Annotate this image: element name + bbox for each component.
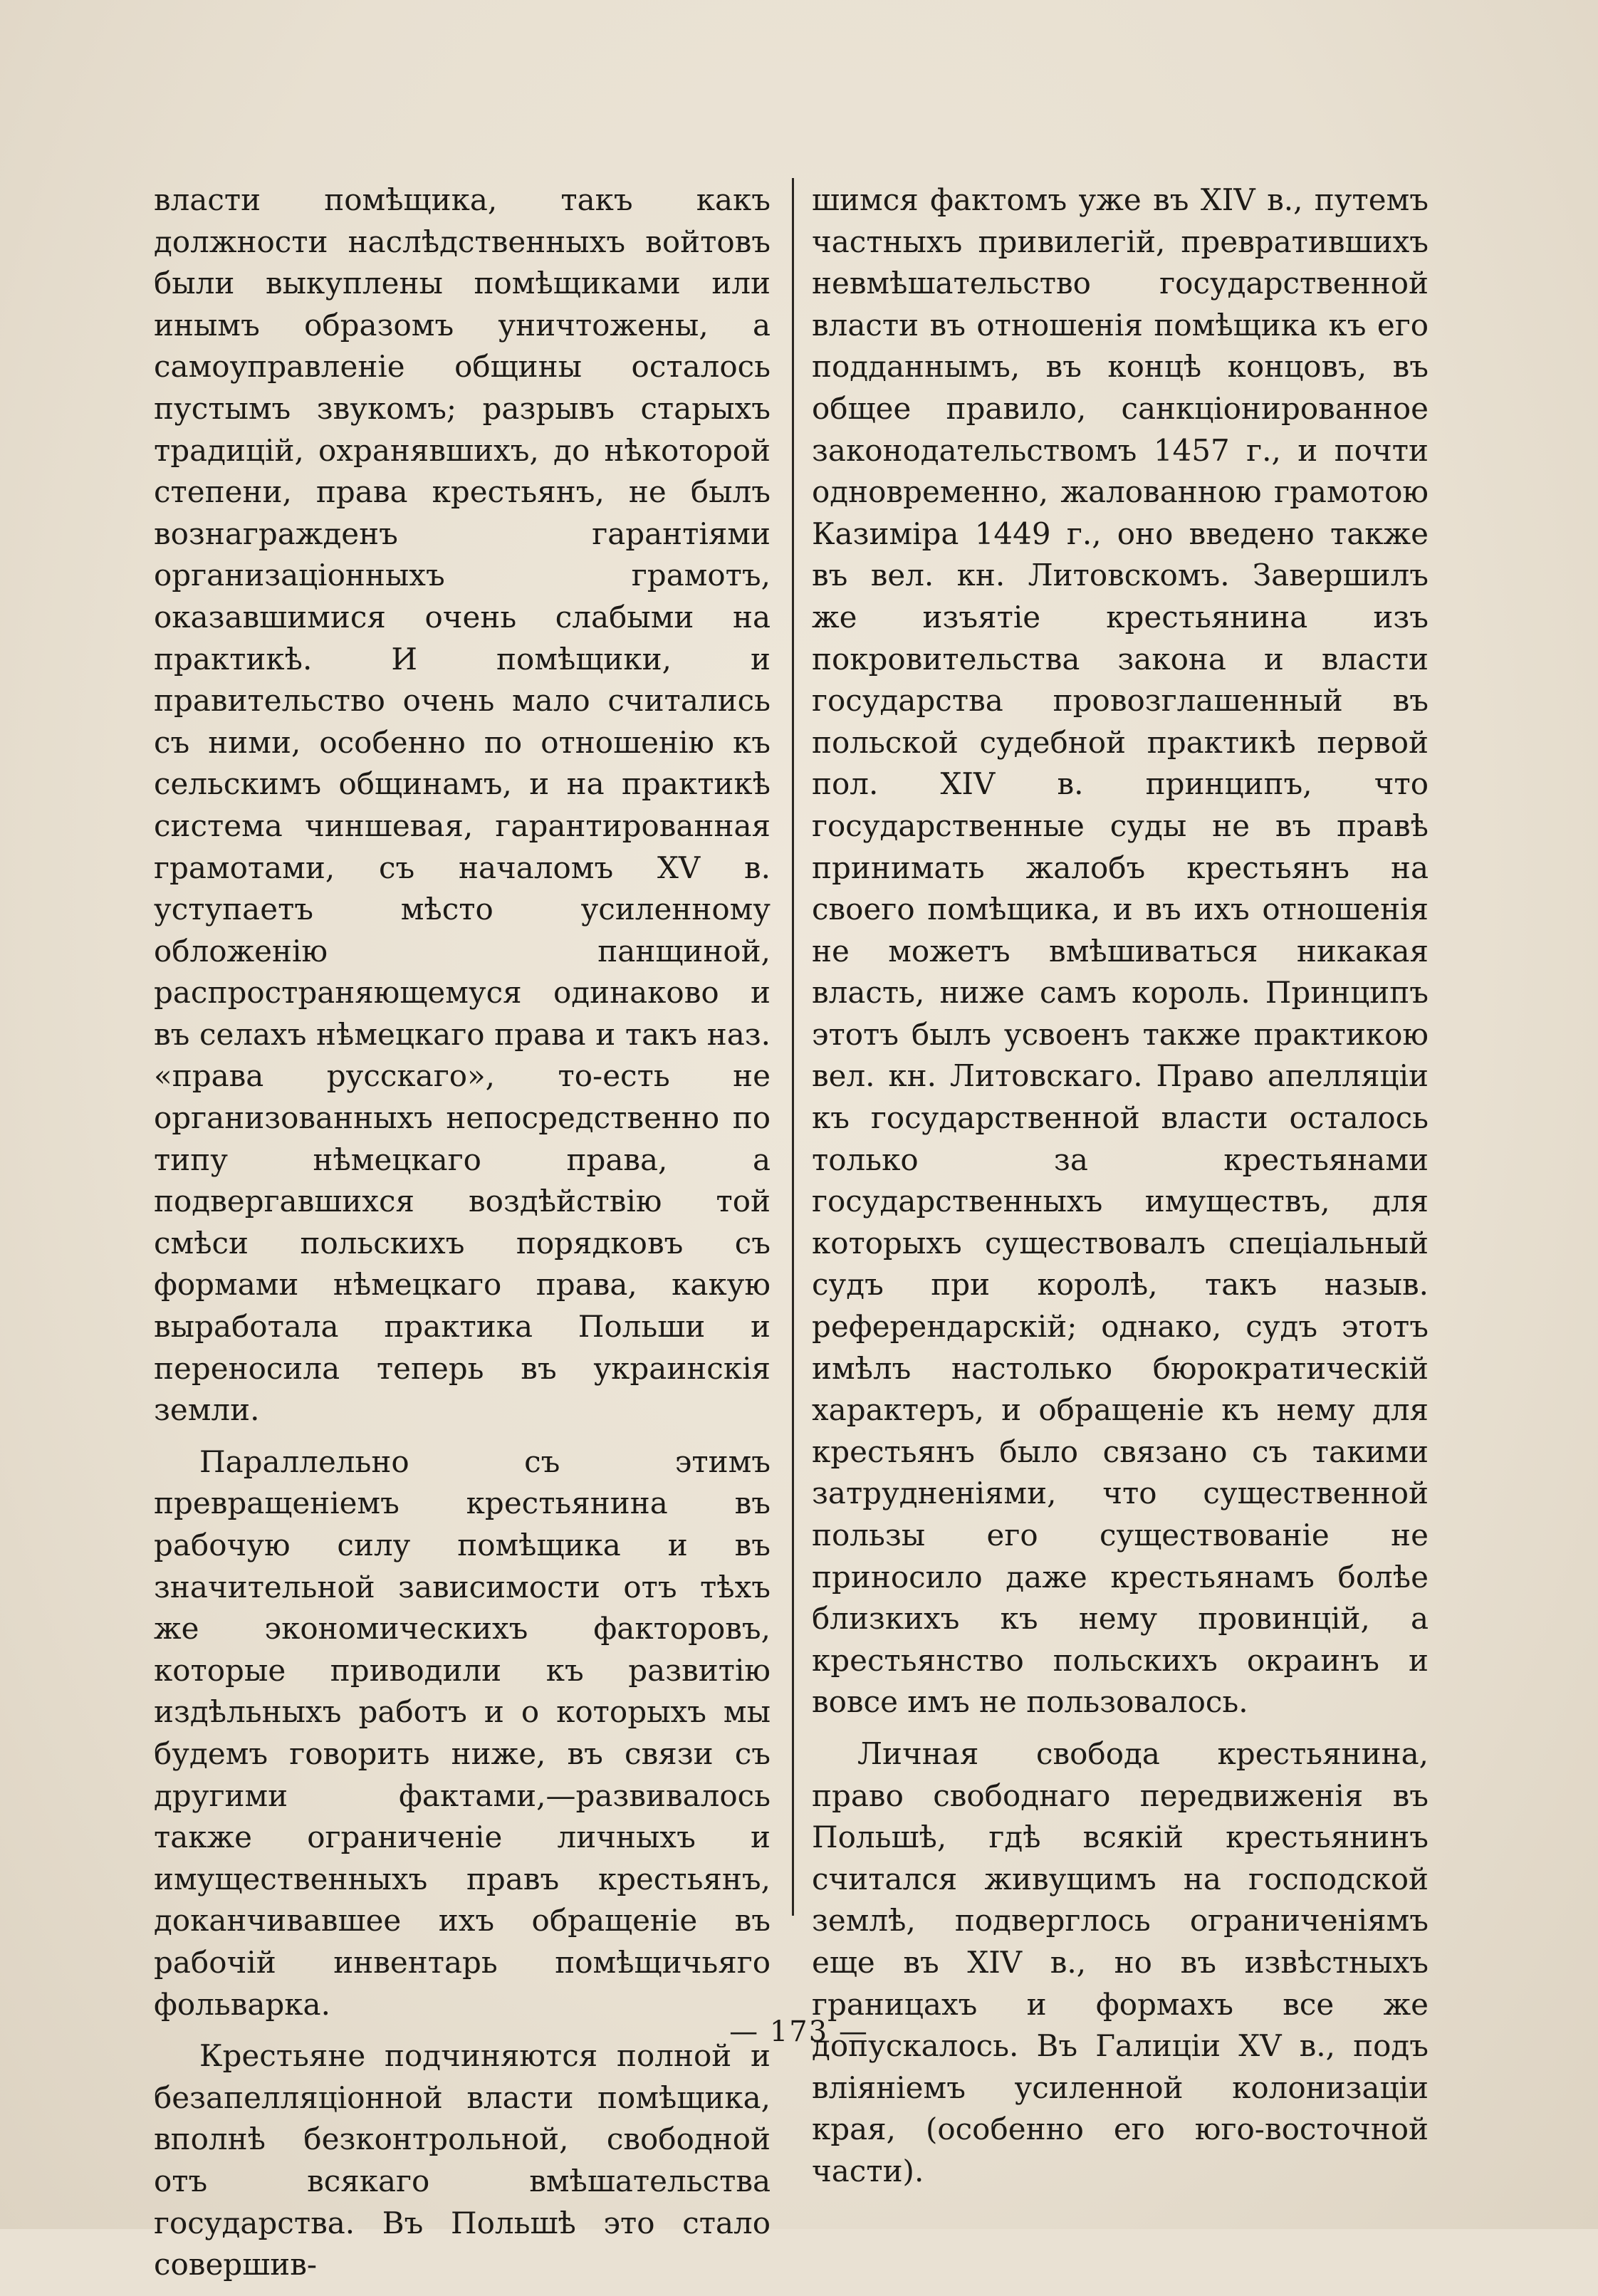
- left-paragraph-3: Крестьяне подчиняются полной и безапелляціонной власти помѣщика, вполнѣ безконтрольной, свободной отъ всякаго вмѣшательства государства. Въ Польшѣ это стало совершив-: [154, 2038, 771, 2282]
- column-divider: [792, 178, 794, 1916]
- right-paragraph-1: шимся фактомъ уже въ XIV в., путемъ частныхъ привилегій, превратившихъ невмѣшательство государственной власти въ отношенія помѣщика къ его подданнымъ, въ концѣ концовъ, въ общее правило, санкціонированное законодательствомъ 1457 г., и почти одновременно, жалованною грамотою Казиміра 1449 г., оно введено также въ вел. кн. Литовскомъ. Завершилъ же изъятіе крестьянина изъ покровительства закона и власти государства провозглашенный въ польской судебной практикѣ первой пол. XIV в. принципъ, что государственные суды не въ правѣ принимать жалобъ крестьянъ на своего помѣщика, и въ ихъ отношенія не можетъ вмѣшиваться никакая власть, ниже самъ король. Принципъ этотъ былъ усвоенъ также практикою вел. кн. Литовскаго. Право апелляціи къ государственной власти осталось только за крестьянами государственныхъ имуществъ, для которыхъ существовалъ спеціальный судъ при королѣ, такъ назыв. референдарскій; однако, судъ этотъ имѣлъ настолько бюрократическій характеръ, и обращеніе къ нему для крестьянъ было связано съ такими затрудненіями, что существенной пользы его существованіе не приносило даже крестьянамъ болѣе близкихъ къ нему провинцій, а крестьянство польскихъ окраинъ и вовсе имъ не пользовалось.: [812, 182, 1429, 1720]
- right-paragraph-2: Личная свобода крестьянина, право свободнаго передвиженія въ Польшѣ, гдѣ всякій крестьянинъ считался живущимъ на господской землѣ, подверглось ограниченіямъ еще въ XIV в., но въ извѣстныхъ границахъ и формахъ все же допускалось. Въ Галиціи XV в., подъ вліяніемъ усиленной колонизаціи края, (особенно его юго-восточной части).: [812, 1736, 1429, 2188]
- left-column: [154, 179, 771, 2296]
- left-paragraph-1: власти помѣщика, такъ какъ должности наслѣдственныхъ войтовъ были выкуплены помѣщиками или инымъ образомъ уничтожены, а самоуправленіе общины осталось пустымъ звукомъ; разрывъ старыхъ традицій, охранявшихъ, до нѣкоторой степени, права крестьянъ, не былъ вознагражденъ гарантіями организаціонныхъ грамотъ, оказавшимися очень слабыми на практикѣ. И помѣщики, и правительство очень мало считались съ ними, особенно по отношенію къ сельскимъ общинамъ, и на практикѣ система чиншевая, гарантированная грамотами, съ началомъ XV в. уступаетъ мѣсто усиленному обложенію панщиной, распространяющемуся одинаково и въ селахъ нѣмецкаго права и такъ наз. «права русскаго», то-есть не организованныхъ непосредственно по типу нѣмецкаго права, а подвергавшихся воздѣйствію той смѣси польскихъ порядковъ съ формами нѣмецкаго права, какую выработала практика Польши и переносила теперь въ украинскія земли.: [154, 182, 771, 1428]
- page-number: — 173 —: [729, 2015, 869, 2048]
- right-column: [812, 179, 1429, 2203]
- left-paragraph-2: Параллельно съ этимъ превращеніемъ крестьянина въ рабочую силу помѣщика и въ значительной зависимости отъ тѣхъ же экономическихъ факторовъ, которые приводили къ развитію издѣльныхъ работъ и о которыхъ мы будемъ говорить ниже, въ связи съ другими фактами,—развивалось также ограниченіе личныхъ и имущественныхъ правъ крестьянъ, доканчивавшее ихъ обращеніе въ рабочій инвентарь помѣщичьяго фольварка.: [154, 1444, 771, 2022]
